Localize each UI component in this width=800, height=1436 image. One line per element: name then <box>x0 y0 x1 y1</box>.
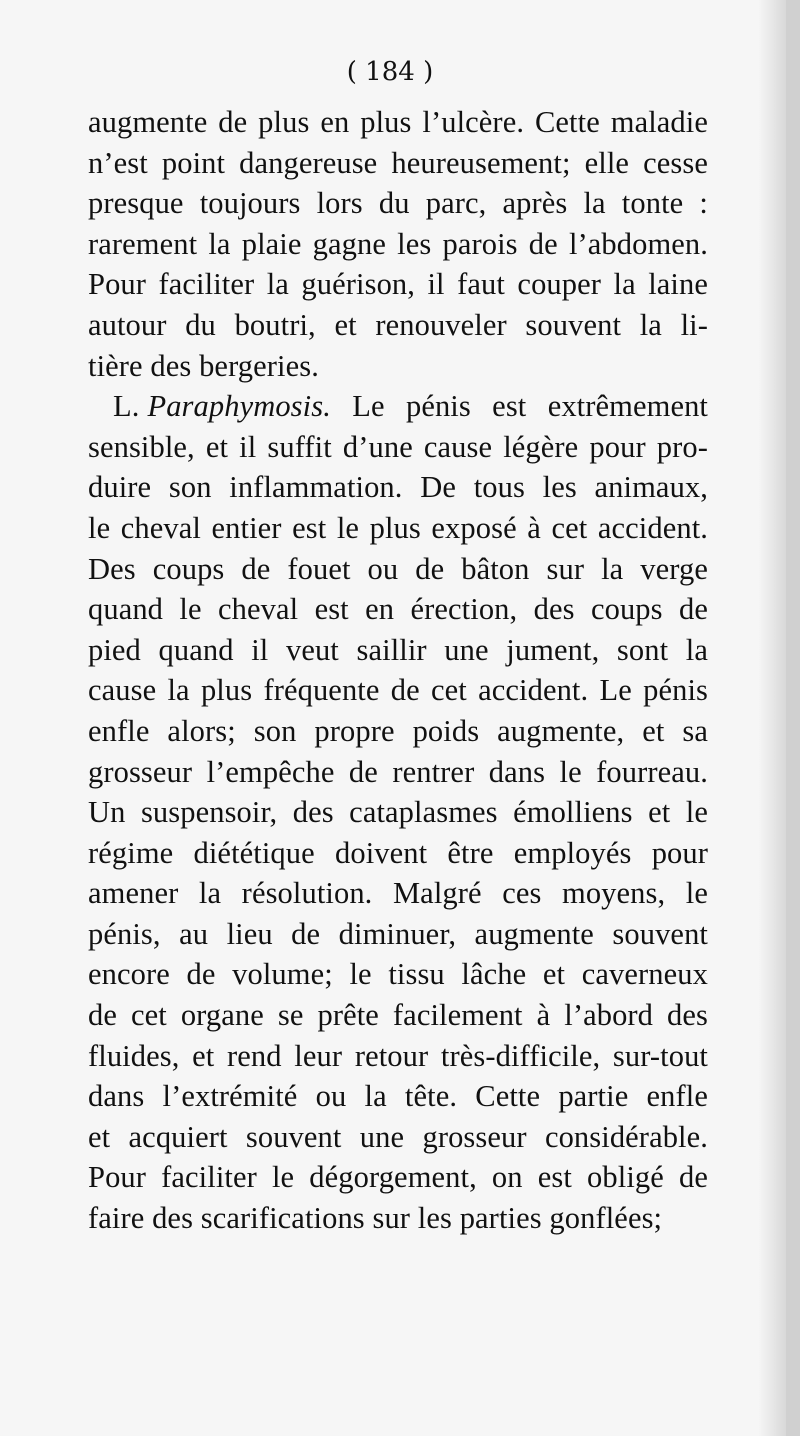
body-text <box>88 102 708 1239</box>
text-line: augmente de plus en plus l’ulcère. Cette maladie <box>88 105 708 139</box>
page-edge-shadow <box>758 0 786 1436</box>
text-line: pied quand il veut saillir une jument, sont la <box>88 632 708 667</box>
text-line: fluides, et rend leur retour très-difficile, sur-tout <box>88 1038 708 1073</box>
text-line: tière des bergeries. <box>88 348 319 383</box>
text-line: autour du boutri, et renouveler souvent la li- <box>88 307 708 342</box>
text-line: presque toujours lors du parc, après la tonte : <box>88 186 708 221</box>
section-title: Paraphymosis. <box>147 389 331 424</box>
text-line: Des coups de fouet ou de bâton sur la verge <box>88 551 708 586</box>
section-heading-line <box>88 386 708 427</box>
text-line: Pour faciliter le dégorgement, on est obligé de <box>88 1160 708 1195</box>
text-line: n’est point dangereuse heureusement; elle cesse <box>88 145 708 180</box>
text-line: quand le cheval est en érection, des coups de <box>88 592 708 627</box>
text-line: rarement la plaie gagne les parois de l’abdomen. <box>88 226 708 261</box>
text-line: pénis, au lieu de diminuer, augmente souvent <box>88 916 708 951</box>
text-line: dans l’extrémité ou la tête. Cette partie enfle <box>88 1079 708 1114</box>
text-line: de cet organe se prête facilement à l’abord des <box>88 998 708 1033</box>
text-line: grosseur l’empêche de rentrer dans le fourreau. <box>88 754 708 789</box>
text-line: cause la plus fréquente de cet accident. Le pénis <box>88 673 708 708</box>
text-line: duire son inflammation. De tous les animaux, <box>88 470 708 505</box>
page-number: ( 184 ) <box>346 57 434 87</box>
text-line: Un suspensoir, des cataplasmes émolliens et le <box>88 795 708 830</box>
section-letter: L. <box>113 389 140 424</box>
text-line: amener la résolution. Malgré ces moyens, le <box>88 876 708 911</box>
text-line: faire des scarifications sur les parties gonflées; <box>88 1201 663 1236</box>
text-line: encore de volume; le tissu lâche et caverneux <box>88 957 708 992</box>
text-line: et acquiert souvent une grosseur considérable. <box>88 1119 708 1154</box>
text-line-rest: Le pénis est extrêmement <box>352 389 708 424</box>
text-line: régime diététique doivent être employés pour <box>88 835 708 870</box>
text-line: enfle alors; son propre poids augmente, et sa <box>88 713 708 748</box>
text-line: Pour faciliter la guérison, il faut couper la laine <box>88 267 708 302</box>
text-line: le cheval entier est le plus exposé à cet accident. <box>88 510 708 545</box>
text-line: sensible, et il suffit d’une cause légère pour pro- <box>88 429 708 464</box>
